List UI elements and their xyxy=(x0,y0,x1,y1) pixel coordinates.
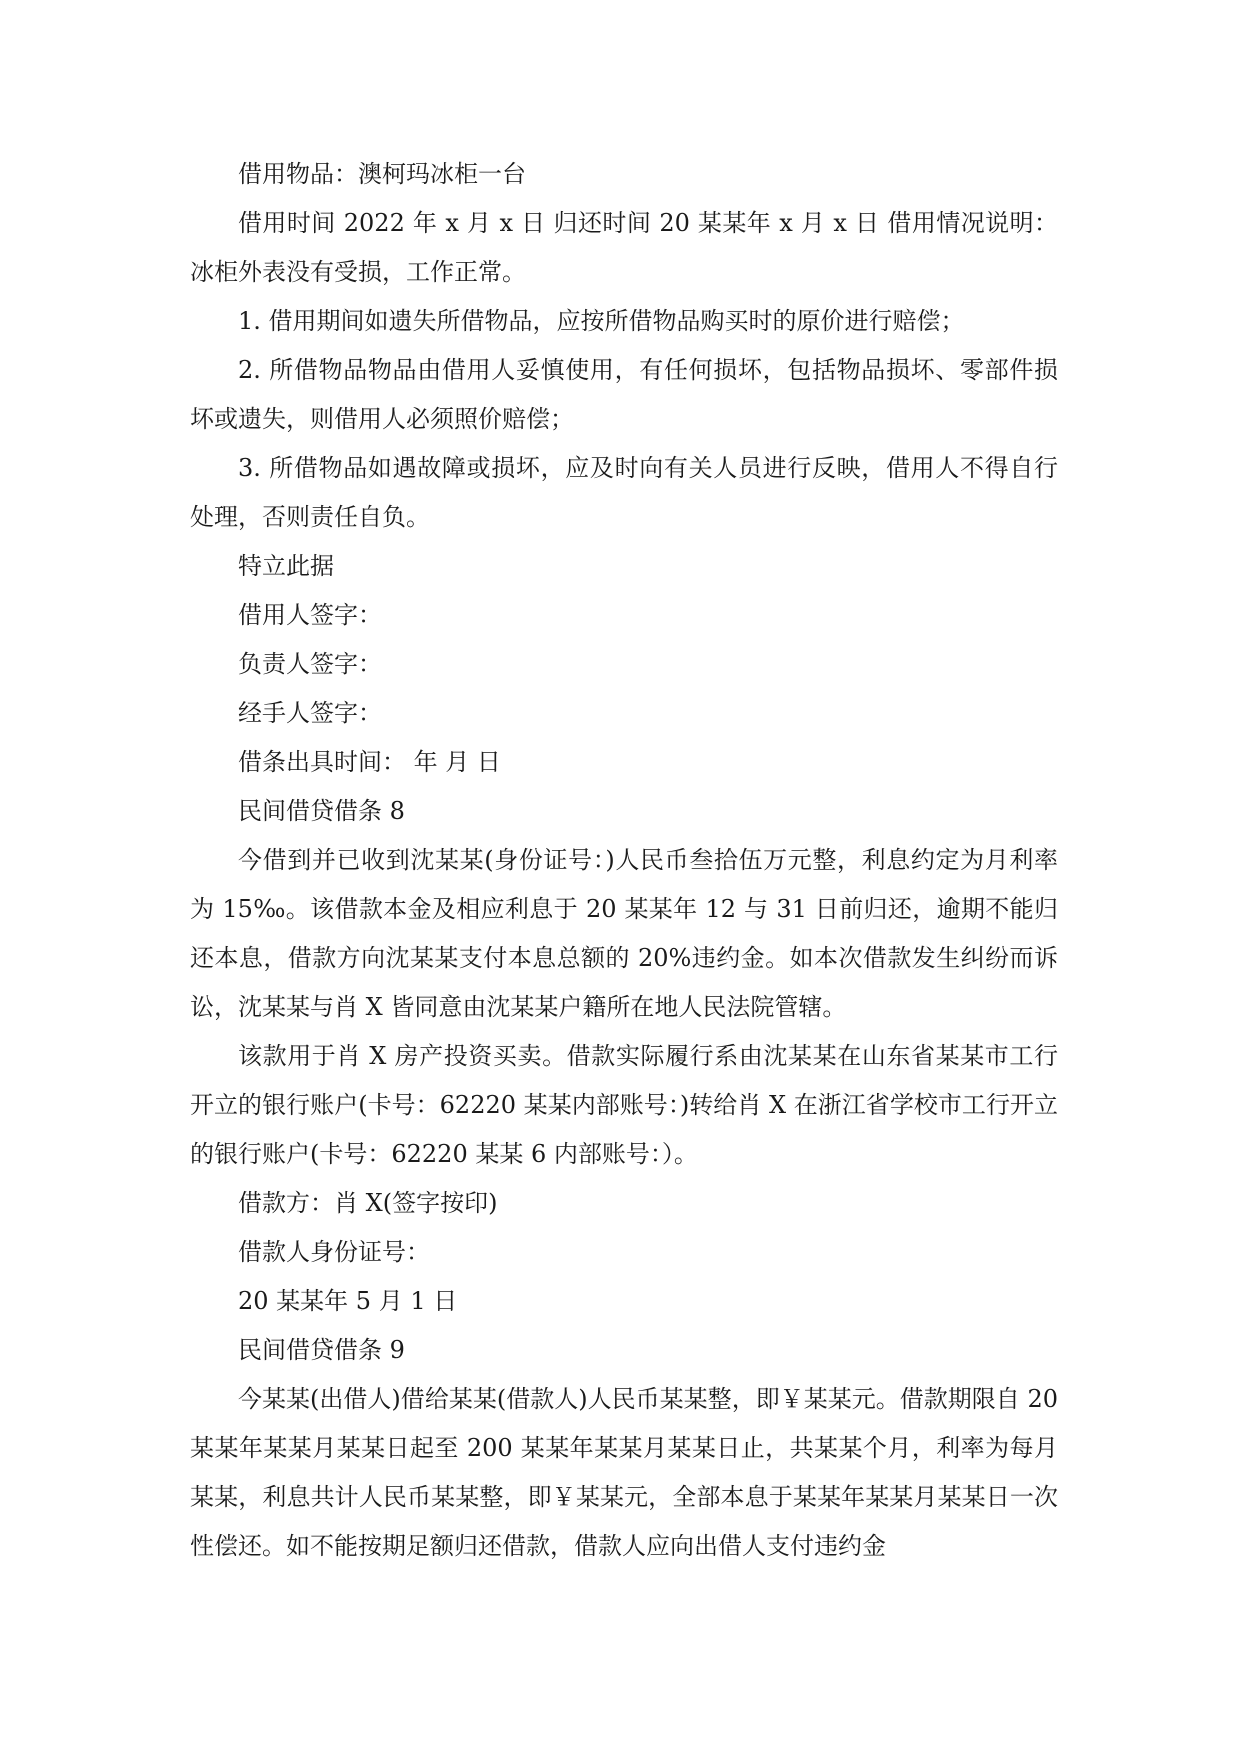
paragraph-borrowed-item: 借用物品：澳柯玛冰柜一台 xyxy=(238,160,526,188)
paragraph-clause-2: 2. 所借物品物品由借用人妥慎使用，有任何损坏，包括物品损坏、零部件损坏或遗失，则借用人必须照价赔偿； xyxy=(190,356,1058,433)
issue-date-line: 借条出具时间： 年 月 日 xyxy=(238,748,501,776)
borrower-sign-line: 借款方：肖 X(签字按印) xyxy=(238,1189,498,1217)
loan-8-date-line: 20 某某年 5 月 1 日 xyxy=(238,1287,458,1315)
paragraph-borrow-time: 借用时间 2022 年 x 月 x 日 归还时间 20 某某年 x 月 x 日 借用情况说明：冰柜外表没有受损，工作正常。 xyxy=(190,209,1058,286)
section-heading-8: 民间借贷借条 8 xyxy=(238,797,405,825)
borrower-id-line: 借款人身份证号： xyxy=(238,1238,430,1266)
paragraph-loan-9-terms: 今某某(出借人)借给某某(借款人)人民币某某整，即￥某某元。借款期限自 20 某某年某某月某某日起至 200 某某年某某月某某日止，共某某个月，利率为每月某某，利息共计人民币某某整，即￥某某元，全部本息于某某年某某月某某日一次性偿还。如不能按期足额归还借款，借款人应向出借人支付违约金 xyxy=(190,1385,1058,1560)
paragraph-hereby: 特立此据 xyxy=(238,552,334,580)
manager-signature-line: 负责人签字： xyxy=(238,650,382,678)
paragraph-clause-3: 3. 所借物品如遇故障或损坏，应及时向有关人员进行反映，借用人不得自行处理，否则责任自负。 xyxy=(190,454,1058,531)
section-heading-9: 民间借贷借条 9 xyxy=(238,1336,405,1364)
paragraph-clause-1: 1. 借用期间如遗失所借物品，应按所借物品购买时的原价进行赔偿； xyxy=(238,307,965,335)
document-body xyxy=(190,150,1058,1571)
handler-signature-line: 经手人签字： xyxy=(238,699,382,727)
paragraph-loan-8-usage: 该款用于肖 X 房产投资买卖。借款实际履行系由沈某某在山东省某某市工行开立的银行账户(卡号：62220 某某内部账号：)转给肖 X 在浙江省学校市工行开立的银行账户(卡号：62220 某某 6 内部账号：）。 xyxy=(190,1042,1058,1168)
borrower-signature-line: 借用人签字： xyxy=(238,601,382,629)
paragraph-loan-8-terms: 今借到并已收到沈某某(身份证号：)人民币叁拾伍万元整，利息约定为月利率为 15‰。该借款本金及相应利息于 20 某某年 12 与 31 日前归还，逾期不能归还本息，借款方向沈某某支付本息总额的 20%违约金。如本次借款发生纠纷而诉讼，沈某某与肖 X 皆同意由沈某某户籍所在地人民法院管辖。 xyxy=(190,846,1058,1021)
